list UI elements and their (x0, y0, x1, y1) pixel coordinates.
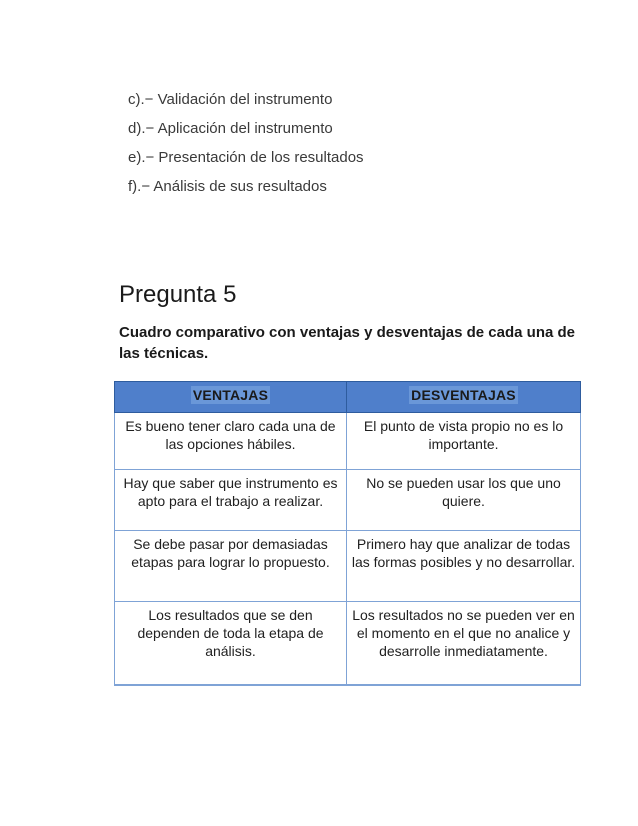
list-item: c).− Validación del instrumento (128, 91, 333, 108)
section-heading: Pregunta 5 (119, 281, 237, 308)
table-cell: Primero hay que analizar de todas las formas posibles y no desarrollar. (347, 531, 581, 602)
section-subtitle: Cuadro comparativo con ventajas y desventajas de cada una de las técnicas. (119, 324, 575, 362)
table-cell: Los resultados que se den dependen de toda la etapa de análisis. (115, 602, 347, 686)
header-desventajas-label: DESVENTAJAS (411, 387, 516, 403)
comparison-table (114, 381, 581, 686)
header-ventajas-label: VENTAJAS (192, 387, 269, 403)
comparison-table-container (114, 381, 580, 686)
table-cell: Es bueno tener claro cada una de las opciones hábiles. (115, 413, 347, 470)
table-row (115, 602, 581, 686)
table-header-row (115, 382, 581, 413)
list-item: f).− Análisis de sus resultados (128, 178, 327, 195)
table-cell: Los resultados no se pueden ver en el momento en el que no analice y desarrolle inmediatamente. (347, 602, 581, 686)
steps-list (128, 90, 364, 206)
table-row (115, 413, 581, 470)
table-cell: No se pueden usar los que uno quiere. (347, 470, 581, 531)
table-row (115, 531, 581, 602)
header-ventajas (115, 382, 347, 413)
table-row (115, 470, 581, 531)
list-item: d).− Aplicación del instrumento (128, 120, 333, 137)
table-cell: Hay que saber que instrumento es apto para el trabajo a realizar. (115, 470, 347, 531)
table-cell: Se debe pasar por demasiadas etapas para lograr lo propuesto. (115, 531, 347, 602)
table-cell: El punto de vista propio no es lo importante. (347, 413, 581, 470)
list-item: e).− Presentación de los resultados (128, 149, 364, 166)
header-desventajas (347, 382, 581, 413)
